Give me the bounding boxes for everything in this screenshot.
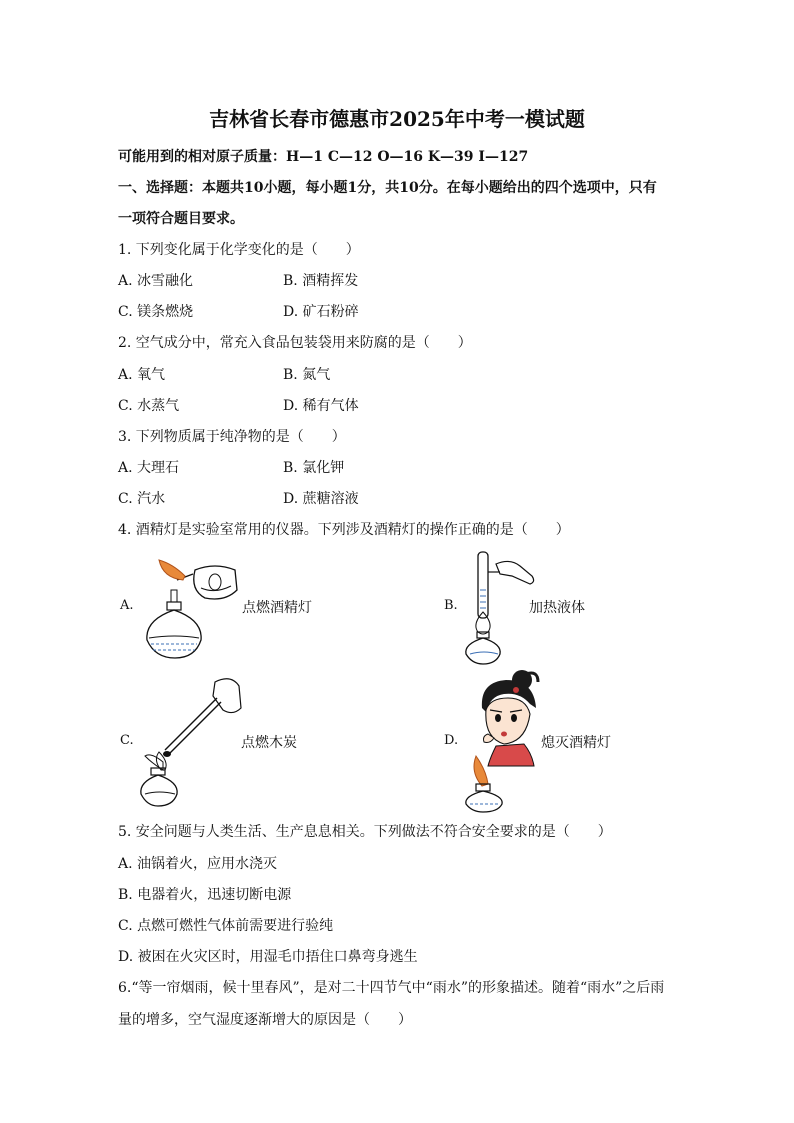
question-1-stem: 1. 下列变化属于化学变化的是（ ） <box>118 242 360 258</box>
page-title: 吉林省长春市德惠市2025年中考一模试题 <box>209 107 585 131</box>
blowing-out-lamp-illustration <box>460 668 550 813</box>
q1-option-d: D. 矿石粉碎 <box>283 304 359 320</box>
figure-c-letter: C. <box>120 733 134 748</box>
q1-option-b: B. 酒精挥发 <box>283 273 359 289</box>
q1-option-c: C. 镁条燃烧 <box>118 304 194 320</box>
question-6-stem-line2: 量的增多，空气湿度逐渐增大的原因是（ ） <box>118 1012 412 1028</box>
atomic-masses: 可能用到的相对原子质量：H—1 C—12 O—16 K—39 I—127 <box>118 149 529 165</box>
figure-d-letter: D. <box>444 733 459 748</box>
q2-option-b: B. 氮气 <box>283 367 331 383</box>
section-heading-line1: 一、选择题：本题共10小题，每小题1分，共10分。在每小题给出的四个选项中，只有 <box>118 180 657 196</box>
figure-b-caption: 加热液体 <box>529 600 585 616</box>
figure-b-letter: B. <box>444 598 458 613</box>
q3-option-d: D. 蔗糖溶液 <box>283 491 359 507</box>
q5-option-d: D. 被困在火灾区时，用湿毛巾捂住口鼻弯身逃生 <box>118 949 418 965</box>
question-3-stem: 3. 下列物质属于纯净物的是（ ） <box>118 429 346 445</box>
question-2-stem: 2. 空气成分中，常充入食品包装袋用来防腐的是（ ） <box>118 335 472 351</box>
figure-a-letter: A. <box>120 598 134 613</box>
question-4-stem: 4. 酒精灯是实验室常用的仪器。下列涉及酒精灯的操作正确的是（ ） <box>118 522 570 538</box>
q3-option-c: C. 汽水 <box>118 491 166 507</box>
lamp-lighting-lamp-illustration <box>135 550 245 662</box>
q2-option-d: D. 稀有气体 <box>283 398 359 414</box>
q5-option-a: A. 油锅着火，应用水浇灭 <box>118 856 278 872</box>
section-heading-line2: 一项符合题目要求。 <box>118 211 244 227</box>
lighting-charcoal-illustration <box>135 672 245 812</box>
figure-c-caption: 点燃木炭 <box>241 735 297 751</box>
figure-d-caption: 熄灭酒精灯 <box>541 735 611 751</box>
q3-option-b: B. 氯化钾 <box>283 460 345 476</box>
figure-a-caption: 点燃酒精灯 <box>242 600 312 616</box>
q5-option-c: C. 点燃可燃性气体前需要进行验纯 <box>118 918 334 934</box>
q2-option-a: A. 氧气 <box>118 367 166 383</box>
q1-option-a: A. 冰雪融化 <box>118 273 194 289</box>
question-5-stem: 5. 安全问题与人类生活、生产息息相关。下列做法不符合安全要求的是（ ） <box>118 824 612 840</box>
q5-option-b: B. 电器着火，迅速切断电源 <box>118 887 292 903</box>
q2-option-c: C. 水蒸气 <box>118 398 180 414</box>
q3-option-a: A. 大理石 <box>118 460 180 476</box>
question-6-stem-line1: 6.“等一帘烟雨，候十里春风”，是对二十四节气中“雨水”的形象描述。随着“雨水”之后雨 <box>118 980 665 996</box>
